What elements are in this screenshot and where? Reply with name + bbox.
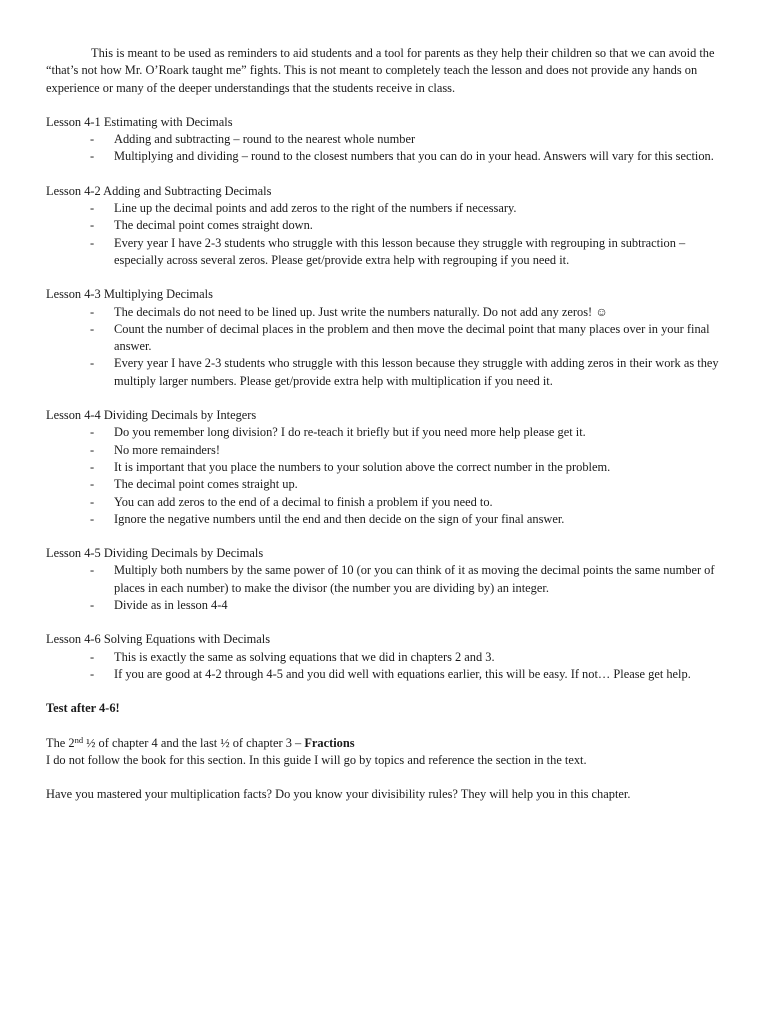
bullet-dash: - — [90, 132, 95, 147]
bullet-item — [46, 424, 720, 441]
fractions-prefix: The 2 — [46, 735, 75, 750]
intro-paragraph: This is meant to be used as reminders to aid students and a tool for parents as they help their children so that we can avoid the “that’s not how Mr. O’Roark taught me” fights. This is not meant to completely teach the lesson and does not provide any hands on experience or many of the deeper understandings that the students receive in class. — [46, 46, 715, 95]
bullet-item — [46, 304, 720, 321]
bullet-text: Every year I have 2-3 students who struggle with this lesson because they struggle with adding zeros in their work as they multiply larger numbers. Please get/provide extra help with multiplication if you need it. — [114, 356, 719, 388]
lesson-4-2 — [46, 183, 720, 269]
bullet-dash: - — [90, 442, 95, 457]
lesson-bullet-list — [46, 424, 720, 528]
lesson-bullet-list — [46, 131, 720, 166]
bullet-dash: - — [90, 425, 95, 440]
bullet-text: The decimal point comes straight down. — [114, 218, 313, 233]
bullet-text: No more remainders! — [114, 442, 220, 457]
bullet-dash: - — [90, 494, 95, 509]
bullet-item — [46, 321, 720, 356]
bullet-item — [46, 476, 720, 493]
fractions-note: I do not follow the book for this section. In this guide I will go by topics and reference the section in the text. — [46, 752, 587, 767]
bullet-item — [46, 355, 720, 390]
lesson-title: Lesson 4-4 Dividing Decimals by Integers — [46, 408, 257, 423]
bullet-item — [46, 131, 720, 148]
lesson-title: Lesson 4-5 Dividing Decimals by Decimals — [46, 546, 264, 561]
lesson-bullet-list — [46, 562, 720, 614]
fractions-middle: ½ of chapter 4 and the last ½ of chapter 3 – — [83, 735, 305, 750]
bullet-text: Multiplying and dividing – round to the closest numbers that you can do in your head. Answers will vary for this section. — [114, 149, 714, 164]
lesson-title: Lesson 4-1 Estimating with Decimals — [46, 114, 233, 129]
bullet-text: The decimals do not need to be lined up. Just write the numbers naturally. Do not add any zeros! ☺ — [114, 304, 608, 319]
closing-paragraph: Have you mastered your multiplication facts? Do you know your divisibility rules? They will help you in this chapter. — [46, 787, 631, 802]
bullet-text: Do you remember long division? I do re-teach it briefly but if you need more help please get it. — [114, 425, 586, 440]
bullet-dash: - — [90, 321, 95, 336]
bullet-text: If you are good at 4-2 through 4-5 and you did well with equations earlier, this will be easy. If not… Please get help. — [114, 666, 691, 681]
fractions-heading — [46, 735, 720, 752]
bullet-item — [46, 459, 720, 476]
lesson-bullet-list — [46, 200, 720, 269]
bullet-dash: - — [90, 356, 95, 371]
bullet-item — [46, 649, 720, 666]
lesson-4-5 — [46, 545, 720, 614]
lesson-4-1 — [46, 114, 720, 166]
bullet-dash: - — [90, 304, 95, 319]
fractions-section — [46, 735, 720, 770]
bullet-text: Every year I have 2-3 students who struggle with this lesson because they struggle with regrouping in subtraction – especially across several zeros. Please get/provide extra help with regrouping if you need it. — [114, 235, 686, 267]
bullet-text: Multiply both numbers by the same power of 10 (or you can think of it as moving the decimal points the same number of places in each number) to make the divisor (the number you are dividing by) an integer. — [114, 563, 715, 595]
bullet-item — [46, 217, 720, 234]
bullet-dash: - — [90, 218, 95, 233]
lesson-title: Lesson 4-2 Adding and Subtracting Decimals — [46, 183, 272, 198]
fractions-superscript: nd — [74, 734, 84, 745]
bullet-dash: - — [90, 649, 95, 664]
bullet-item — [46, 666, 720, 683]
lesson-title: Lesson 4-3 Multiplying Decimals — [46, 287, 213, 302]
lesson-bullet-list — [46, 304, 720, 390]
bullet-text: Divide as in lesson 4-4 — [114, 598, 228, 613]
bullet-text: Ignore the negative numbers until the end and then decide on the sign of your final answer. — [114, 511, 565, 526]
lesson-title: Lesson 4-6 Solving Equations with Decimals — [46, 632, 271, 647]
bullet-dash: - — [90, 201, 95, 216]
bullet-dash: - — [90, 149, 95, 164]
bullet-dash: - — [90, 235, 95, 250]
bullet-item — [46, 200, 720, 217]
bullet-dash: - — [90, 477, 95, 492]
bullet-item — [46, 511, 720, 528]
lesson-bullet-list — [46, 649, 720, 684]
bullet-text: Line up the decimal points and add zeros to the right of the numbers if necessary. — [114, 201, 517, 216]
bullet-text: It is important that you place the numbers to your solution above the correct number in the problem. — [114, 459, 611, 474]
bullet-text: This is exactly the same as solving equations that we did in chapters 2 and 3. — [114, 649, 495, 664]
bullet-item — [46, 148, 720, 165]
bullet-text: You can add zeros to the end of a decimal to finish a problem if you need to. — [114, 494, 493, 509]
bullet-dash: - — [90, 511, 95, 526]
bullet-text: Count the number of decimal places in the problem and then move the decimal point that many places over in your final answer. — [114, 321, 710, 354]
lesson-4-6 — [46, 631, 720, 683]
bullet-item — [46, 442, 720, 459]
bullet-item — [46, 494, 720, 511]
bullet-text: The decimal point comes straight up. — [114, 477, 298, 492]
lesson-4-3 — [46, 286, 720, 390]
test-notice: Test after 4-6! — [46, 701, 120, 716]
bullet-item — [46, 597, 720, 614]
lesson-4-4 — [46, 407, 720, 528]
bullet-dash: - — [90, 563, 95, 578]
bullet-dash: - — [90, 459, 95, 474]
bullet-item — [46, 235, 720, 270]
bullet-text: Adding and subtracting – round to the nearest whole number — [114, 132, 416, 147]
bullet-item — [46, 562, 720, 597]
bullet-dash: - — [90, 666, 95, 681]
fractions-bold: Fractions — [304, 735, 355, 750]
bullet-dash: - — [90, 598, 95, 613]
